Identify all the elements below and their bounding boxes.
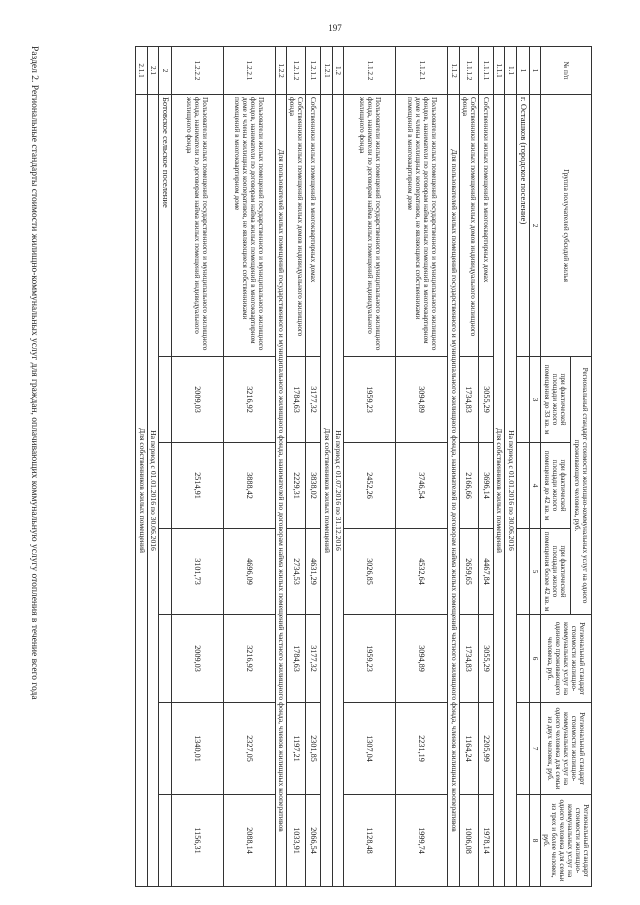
table-row	[275, 47, 287, 887]
column-number: 8	[529, 795, 540, 887]
row-value: 3746,54	[396, 443, 448, 529]
row-number: 1.1.2	[448, 47, 460, 95]
row-value: 1307,04	[344, 703, 396, 795]
row-value: 1959,23	[344, 615, 396, 703]
table-body	[136, 47, 530, 887]
row-value: 4696,09	[223, 529, 275, 615]
row-number: 1.1.1	[493, 47, 505, 95]
row-value: 3055,29	[478, 615, 493, 703]
row-value: 1128,48	[344, 795, 396, 887]
row-value: 2009,03	[171, 357, 223, 443]
row-value: 2301,85	[306, 703, 321, 795]
empty-cell	[516, 443, 529, 529]
empty-cell	[159, 357, 172, 443]
row-value: 2009,03	[171, 615, 223, 703]
row-value: 1164,24	[459, 703, 478, 795]
row-number: 1.2.1.1	[306, 47, 321, 95]
row-group-label: Пользователи жилых помещений государственного и муниципального жилищного фонда, наниматели по договорам найма жилых помещений индивидуального жилищного фонда	[171, 95, 223, 357]
table-row	[223, 47, 275, 887]
table-row	[306, 47, 321, 887]
row-section-label: На период с 01.07.2016 по 31.12.2016	[332, 95, 344, 887]
row-value: 2734,53	[287, 529, 306, 615]
table-row	[459, 47, 478, 887]
row-value: 2205,99	[478, 703, 493, 795]
row-value: 1156,31	[171, 795, 223, 887]
table-row	[171, 47, 223, 887]
row-number: 1.1.2.2	[344, 47, 396, 95]
column-number: 1	[529, 47, 540, 95]
settlement-title: г. Осташков (городское поселение)	[516, 95, 529, 357]
row-value: 1978,14	[478, 795, 493, 887]
empty-cell	[516, 529, 529, 615]
column-number: 7	[529, 703, 540, 795]
empty-cell	[516, 703, 529, 795]
row-section-label: Для собственников жилых помещений	[321, 95, 333, 887]
row-value: 3055,29	[478, 357, 493, 443]
empty-cell	[159, 703, 172, 795]
row-number: 1.2.1.2	[287, 47, 306, 95]
table-row	[332, 47, 344, 887]
row-value: 3101,73	[171, 529, 223, 615]
row-number: 2.1	[147, 47, 159, 95]
row-value: 3026,85	[344, 529, 396, 615]
empty-cell	[159, 529, 172, 615]
row-value: 2514,91	[171, 443, 223, 529]
header-area-over-42: при фактической площади жилого помещения более 42 кв. м	[540, 529, 570, 615]
table-row	[287, 47, 306, 887]
table-row	[159, 47, 172, 887]
table-row	[478, 47, 493, 887]
row-value: 1734,83	[459, 615, 478, 703]
column-number-row	[529, 47, 540, 887]
header-family-two: Региональный стандарт стоимости жилищно-коммунальных услуг на одного человека для семьи из двух человек, руб.	[540, 703, 591, 795]
row-value: 1033,91	[287, 795, 306, 887]
header-num: № п/п	[540, 47, 591, 95]
column-number: 5	[529, 529, 540, 615]
row-value: 1999,74	[396, 795, 448, 887]
row-value: 2229,31	[287, 443, 306, 529]
table-row	[516, 47, 529, 887]
row-value: 3216,92	[223, 615, 275, 703]
row-number: 1.2	[332, 47, 344, 95]
row-section-label: На период с 01.01.2016 по 30.06.2016	[147, 95, 159, 887]
row-section-label: Для собственников жилых помещений	[493, 95, 505, 887]
row-number: 1.1	[505, 47, 517, 95]
row-value: 4467,84	[478, 529, 493, 615]
row-number: 1.2.2.1	[223, 47, 275, 95]
empty-cell	[159, 443, 172, 529]
table-row	[147, 47, 159, 887]
row-value: 4532,64	[396, 529, 448, 615]
row-number: 2	[159, 47, 172, 95]
header-single: Региональный стандарт стоимости жилищно-коммунальных услуг на одиноко проживающего человека, руб.	[540, 615, 591, 703]
row-group-label: Пользователи жилых помещений государственного и муниципального жилищного фондов, наниматели по договорам найма жилых помещений в многоквартирном доме и члены жилищных кооперативов, не являющиеся собственниками помещений в многоквартирном доме	[396, 95, 448, 357]
row-number: 1	[516, 47, 529, 95]
row-value: 2327,05	[223, 703, 275, 795]
empty-cell	[516, 795, 529, 887]
row-value: 3838,02	[306, 443, 321, 529]
table-row	[136, 47, 148, 887]
table-row	[448, 47, 460, 887]
row-number: 1.2.2	[275, 47, 287, 95]
row-value: 1734,83	[459, 357, 478, 443]
row-section-label: На период с 01.01.2016 по 30.06.2016	[505, 95, 517, 887]
row-group-label: Собственники жилых помещений жилых домов индивидуального жилищного фонда	[459, 95, 478, 357]
empty-cell	[516, 615, 529, 703]
empty-cell	[159, 795, 172, 887]
settlement-title: Ботовское сельское поселение	[159, 95, 172, 357]
row-value: 2659,65	[459, 529, 478, 615]
section-title: Раздел 2. Региональные стандарты стоимости жилищно-коммунальных услуг для граждан, оплачивающих коммунальную услугу отопления в течение всего года	[29, 46, 39, 700]
row-section-label: Для пользователей жилых помещений государственного и муниципального жилищного фонда, нанимателей по договорам найма жилых помещений частного жилищного фонда, членов жилищных кооперативов	[275, 95, 287, 887]
row-value: 3696,14	[478, 443, 493, 529]
header-area-33: при фактической площади жилого помещения до 33 кв. м	[540, 357, 570, 443]
row-value: 3177,32	[306, 357, 321, 443]
row-value: 2166,66	[459, 443, 478, 529]
row-value: 1784,63	[287, 357, 306, 443]
row-number: 1.2.1	[321, 47, 333, 95]
table-row	[505, 47, 517, 887]
empty-cell	[159, 615, 172, 703]
row-group-label: Собственники жилых помещений в многоквартирных домах	[478, 95, 493, 357]
row-number: 1.2.2.2	[171, 47, 223, 95]
header-per-person-group: Региональный стандарт стоимости жилищно-коммунальных услуг на одного проживающего человека, руб.	[570, 357, 591, 615]
row-value: 1006,08	[459, 795, 478, 887]
empty-cell	[516, 357, 529, 443]
row-value: 4631,29	[306, 529, 321, 615]
header-family-three: Региональный стандарт стоимости жилищно-коммунальных услуг на одного человека для семьи из трех и более человек, руб.	[540, 795, 591, 887]
table-row	[396, 47, 448, 887]
row-group-label: Собственники жилых помещений жилых домов индивидуального жилищного фонда	[287, 95, 306, 357]
row-value: 1784,63	[287, 615, 306, 703]
row-value: 1959,23	[344, 357, 396, 443]
header-area-42: при фактической площади жилого помещения до 42 кв. м	[540, 443, 570, 529]
row-section-label: Для собственников жилых помещений	[136, 95, 148, 887]
standards-table	[135, 46, 592, 887]
row-section-label: Для пользователей жилых помещений государственного и муниципального жилищного фонда, нанимателей по договорам найма жилых помещений частного жилищного фонда, членов жилищных кооперативов	[448, 95, 460, 887]
row-number: 2.1.1	[136, 47, 148, 95]
column-number: 6	[529, 615, 540, 703]
column-number: 4	[529, 443, 540, 529]
row-group-label: Собственники жилых помещений в многоквартирных домах	[306, 95, 321, 357]
table-row	[493, 47, 505, 887]
table-row	[321, 47, 333, 887]
row-value: 3094,89	[396, 357, 448, 443]
row-value: 2088,14	[223, 795, 275, 887]
row-number: 1.1.2.1	[396, 47, 448, 95]
row-value: 1197,21	[287, 703, 306, 795]
row-value: 1340,01	[171, 703, 223, 795]
column-number: 3	[529, 357, 540, 443]
row-group-label: Пользователи жилых помещений государственного и муниципального жилищного фондов, наниматели по договорам найма жилых помещений в многоквартирном доме и члены жилищных кооперативов, не являющиеся собственниками помещений в многоквартирном доме	[223, 95, 275, 357]
row-group-label: Пользователи жилых помещений государственного и муниципального жилищного фонда, наниматели по договорам найма жилых помещений индивидуального жилищного фонда	[344, 95, 396, 357]
row-value: 3094,89	[396, 615, 448, 703]
row-value: 3177,32	[306, 615, 321, 703]
page-number: 197	[328, 23, 342, 33]
row-value: 2066,54	[306, 795, 321, 887]
row-value: 3888,42	[223, 443, 275, 529]
row-value: 3216,92	[223, 357, 275, 443]
row-value: 2452,26	[344, 443, 396, 529]
table-row	[344, 47, 396, 887]
column-number: 2	[529, 95, 540, 357]
row-number: 1.1.1.1	[478, 47, 493, 95]
header-group: Группа получателей субсидий жилья	[540, 95, 591, 357]
row-number: 1.1.1.2	[459, 47, 478, 95]
row-value: 2231,19	[396, 703, 448, 795]
